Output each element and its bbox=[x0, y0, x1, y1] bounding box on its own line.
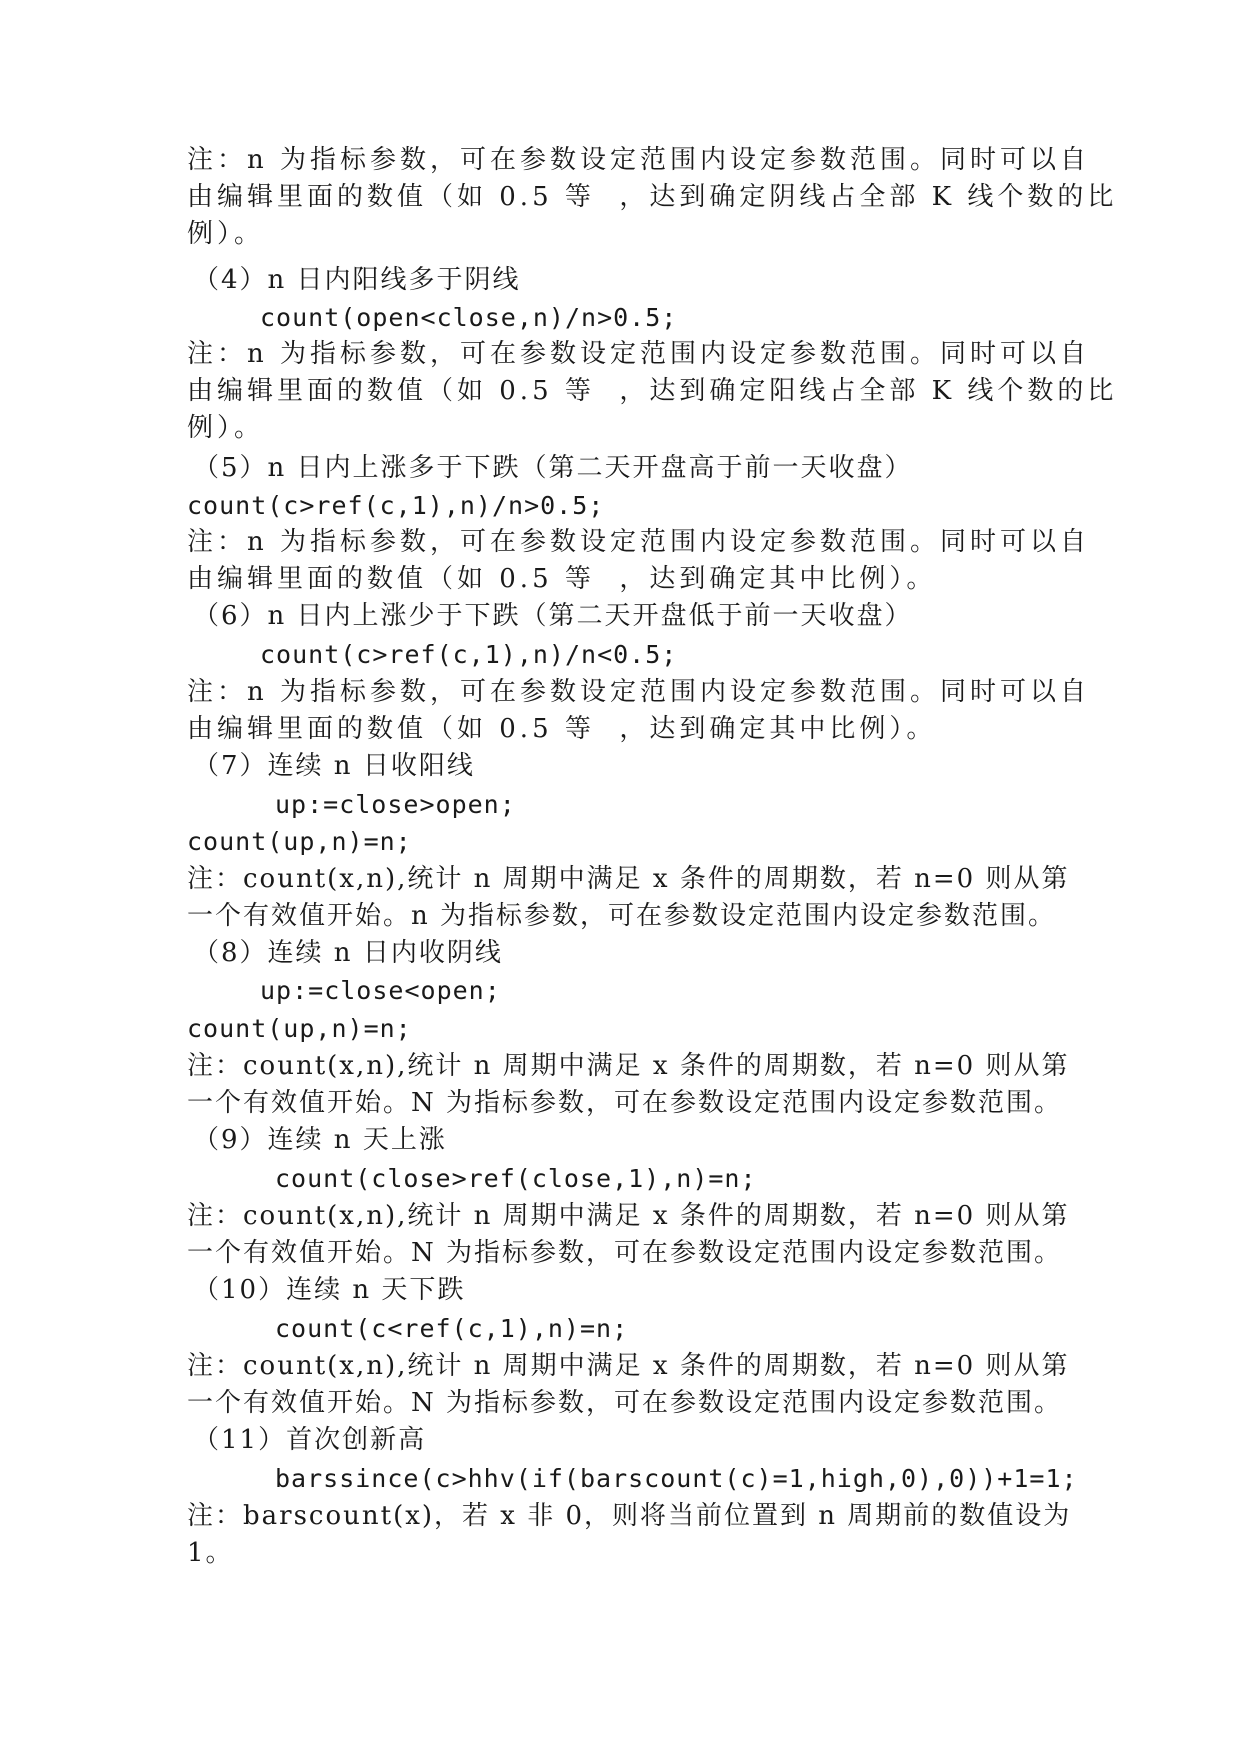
formula-line: count(close>ref(close,1),n)=n; bbox=[275, 1164, 757, 1193]
note-line: 注：n 为指标参数，可在参数设定范围内设定参数范围。同时可以自 bbox=[187, 339, 1091, 369]
section-heading-9: （9）连续 n 天上涨 bbox=[193, 1125, 447, 1155]
section-heading-7: （7）连续 n 日收阳线 bbox=[193, 751, 475, 781]
section-heading-8: （8）连续 n 日内收阴线 bbox=[193, 938, 503, 968]
note-line: 例）。 bbox=[187, 219, 265, 249]
formula-line: count(c>ref(c,1),n)/n>0.5; bbox=[187, 491, 605, 520]
note-line: 1。 bbox=[187, 1538, 234, 1568]
section-heading-10: （10）连续 n 天下跌 bbox=[193, 1275, 466, 1305]
note-line: 注：n 为指标参数，可在参数设定范围内设定参数范围。同时可以自 bbox=[187, 145, 1091, 175]
note-line: 注：barscount(x)，若 x 非 0，则将当前位置到 n 周期前的数值设为 bbox=[187, 1501, 1072, 1531]
note-line: 一个有效值开始。n 为指标参数，可在参数设定范围内设定参数范围。 bbox=[187, 901, 1057, 931]
note-line: 例）。 bbox=[187, 413, 265, 443]
note-line: 由编辑里面的数值（如 0.5 等 ，达到确定其中比例）。 bbox=[187, 564, 937, 594]
formula-line: barssince(c>hhv(if(barscount(c)=1,high,0),0))+1=1; bbox=[275, 1464, 1078, 1493]
section-heading-4: （4）n 日内阳线多于阴线 bbox=[193, 265, 521, 295]
note-line: 由编辑里面的数值（如 0.5 等 ，达到确定阴线占全部 K 线个数的比 bbox=[187, 182, 1118, 212]
note-line: 注：count(x,n),统计 n 周期中满足 x 条件的周期数，若 n=0 则从第 bbox=[187, 1351, 1070, 1381]
note-line: 由编辑里面的数值（如 0.5 等 ，达到确定阳线占全部 K 线个数的比 bbox=[187, 376, 1118, 406]
note-line: 注：count(x,n),统计 n 周期中满足 x 条件的周期数，若 n=0 则从第 bbox=[187, 1201, 1070, 1231]
formula-line: up:=close>open; bbox=[275, 790, 516, 819]
formula-line: count(open<close,n)/n>0.5; bbox=[260, 303, 678, 332]
formula-line: count(c<ref(c,1),n)=n; bbox=[275, 1314, 629, 1343]
note-line: 注：n 为指标参数，可在参数设定范围内设定参数范围。同时可以自 bbox=[187, 527, 1091, 557]
note-line: 一个有效值开始。N 为指标参数，可在参数设定范围内设定参数范围。 bbox=[187, 1388, 1063, 1418]
note-line: 注：count(x,n),统计 n 周期中满足 x 条件的周期数，若 n=0 则从第 bbox=[187, 1051, 1070, 1081]
formula-line: count(up,n)=n; bbox=[187, 1014, 412, 1043]
formula-line: count(c>ref(c,1),n)/n<0.5; bbox=[260, 640, 678, 669]
section-heading-11: （11）首次创新高 bbox=[193, 1425, 427, 1455]
note-line: 由编辑里面的数值（如 0.5 等 ，达到确定其中比例）。 bbox=[187, 714, 937, 744]
section-heading-6: （6）n 日内上涨少于下跌（第二天开盘低于前一天收盘） bbox=[193, 601, 913, 631]
note-line: 注：n 为指标参数，可在参数设定范围内设定参数范围。同时可以自 bbox=[187, 677, 1091, 707]
section-heading-5: （5）n 日内上涨多于下跌（第二天开盘高于前一天收盘） bbox=[193, 453, 913, 483]
formula-line: count(up,n)=n; bbox=[187, 827, 412, 856]
note-line: 注：count(x,n),统计 n 周期中满足 x 条件的周期数，若 n=0 则从第 bbox=[187, 864, 1070, 894]
formula-line: up:=close<open; bbox=[260, 976, 501, 1005]
note-line: 一个有效值开始。N 为指标参数，可在参数设定范围内设定参数范围。 bbox=[187, 1088, 1063, 1118]
note-line: 一个有效值开始。N 为指标参数，可在参数设定范围内设定参数范围。 bbox=[187, 1238, 1063, 1268]
